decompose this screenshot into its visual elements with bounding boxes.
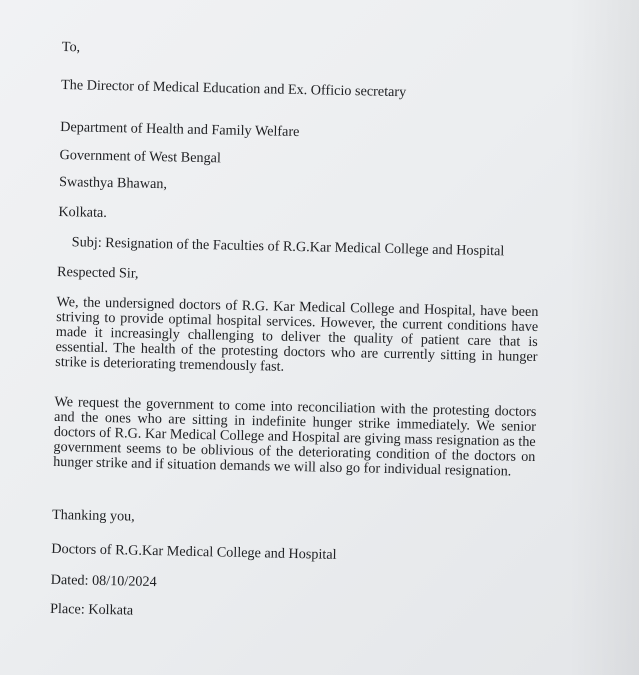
paragraph-2: We request the government to come into reconciliation with the protesting doctors and the ones who are sitting in indefinite hunger strike immediately. We senior doctors of R.G. Kar Medical College and Hospital are giving mass resignation as the government seems to be oblivious of the deteriorating condition of the doctors on hunger strike and if situation demands we will also go for individual resignation. (52, 393, 537, 480)
letter-body (49, 39, 552, 619)
recipient-line-3: Government of West Bengal (59, 146, 222, 167)
place: Place: Kolkata (49, 600, 134, 619)
recipient-line-1: The Director of Medical Education and Ex. Officio secretary (60, 76, 407, 101)
recipient-line-5: Kolkata. (58, 203, 108, 221)
greeting: Respected Sir, (56, 263, 139, 282)
page-edge-shadow (569, 0, 639, 675)
dated: Dated: 08/10/2024 (50, 571, 157, 591)
subject-line: Subj: Resignation of the Faculties of R.G.Kar Medical College and Hospital (71, 234, 505, 260)
closing: Thanking you, (51, 506, 135, 525)
paragraph-1: We, the undersigned doctors of R.G. Kar Medical College and Hospital, have been striving to provide optimal hospital services. However, the current conditions have made it increasingly challenging to deliver the quality of patient care that is essential. The health of the protesting doctors who are currently sitting in hunger strike is deteriorating tremendously fast. (55, 293, 539, 375)
recipient-line-2: Department of Health and Family Welfare (60, 118, 300, 140)
signatory: Doctors of R.G.Kar Medical College and Hospital (51, 540, 337, 563)
recipient-line-4: Swasthya Bhawan, (58, 173, 168, 193)
salutation-to: To, (61, 39, 81, 56)
